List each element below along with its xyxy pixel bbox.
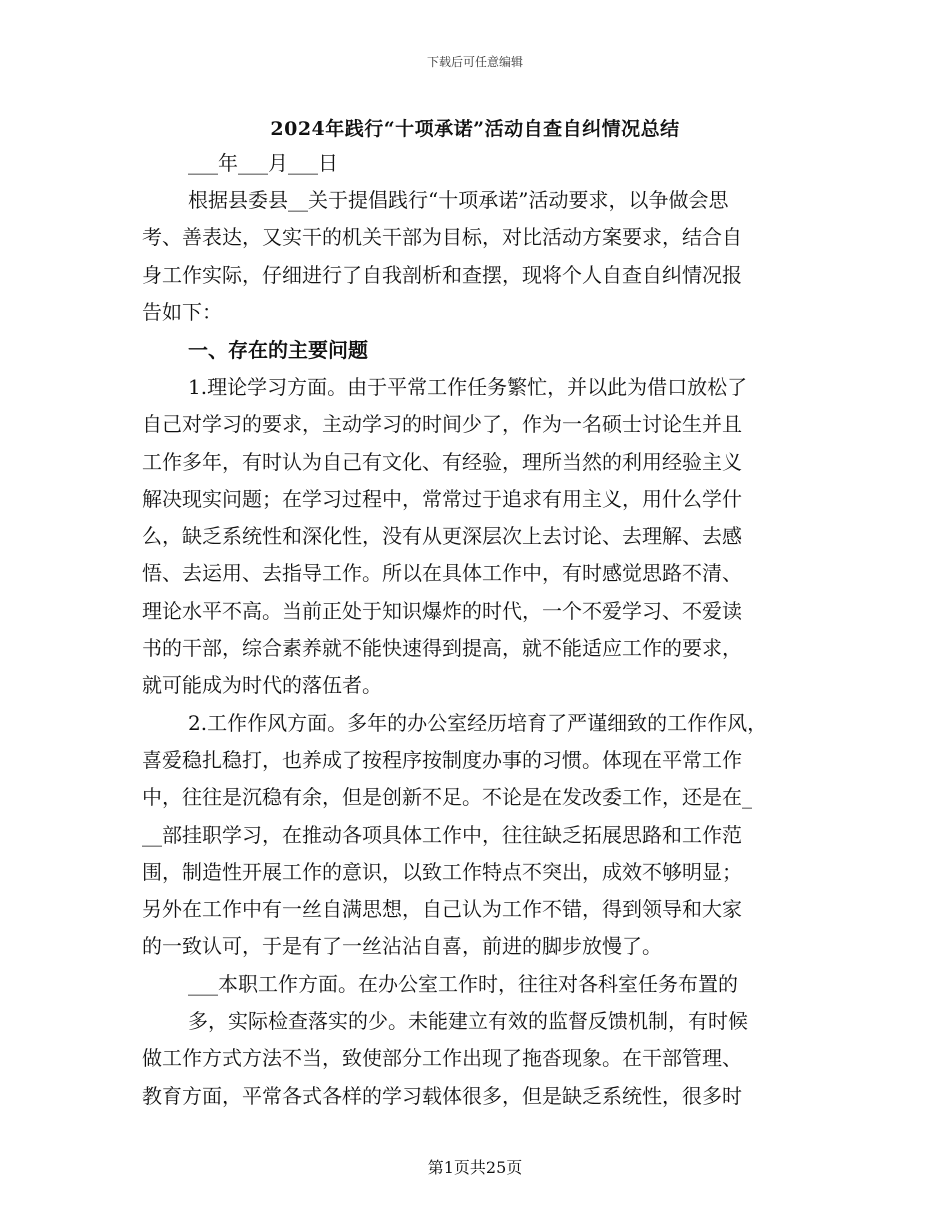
paragraph-line: 考、善表达，又实干的机关干部为目标，对比活动方案要求，结合自	[142, 225, 742, 249]
paragraph-line: 根据县委县__关于提倡践行“十项承诺”活动要求，以争做会思	[188, 188, 729, 212]
paragraph-line: 另外在工作中有一丝自满思想，自己认为工作不错，得到领导和大家	[142, 897, 742, 921]
paragraph-line: 悟、去运用、去指导工作。所以在具体工作中，有时感觉思路不清、	[142, 561, 742, 585]
paragraph-line: ___本职工作方面。在办公室工作时，往往对各科室任务布置的	[188, 972, 738, 996]
paragraph-line: 就可能成为时代的落伍者。	[142, 673, 382, 697]
paragraph-line: 做工作方式方法不当，致使部分工作出现了拖沓现象。在干部管理、	[142, 1046, 742, 1070]
date-line: ___年___月___日	[188, 151, 338, 175]
paragraph-line: 多，实际检查落实的少。未能建立有效的监督反馈机制，有时候	[188, 1009, 748, 1033]
paragraph-line: 自己对学习的要求，主动学习的时间少了，作为一名硕士讨论生并且	[142, 412, 742, 436]
paragraph-line: 告如下：	[142, 300, 222, 324]
paragraph-line: 中，往往是沉稳有余，但是创新不足。不论是在发改委工作，还是在_	[142, 785, 752, 809]
paragraph-line: 工作多年，有时认为自己有文化、有经验，理所当然的利用经验主义	[142, 450, 742, 474]
paragraph-line: 喜爱稳扎稳打，也养成了按程序按制度办事的习惯。体现在平常工作	[142, 748, 742, 772]
document-title: 2024年践行“十项承诺”活动自查自纠情况总结	[270, 118, 680, 140]
paragraph-line: 理论水平不高。当前正处于知识爆炸的时代，一个不爱学习、不爱读	[142, 599, 742, 623]
header-note: 下载后可任意编辑	[426, 55, 523, 69]
paragraph-line: 围，制造性开展工作的意识，以致工作特点不突出，成效不够明显；	[142, 860, 742, 884]
paragraph-line: 教育方面，平常各式各样的学习载体很多，但是缺乏系统性，很多时	[142, 1084, 742, 1108]
page-number: 第1页共25页	[427, 1158, 523, 1177]
paragraph-line: 书的干部，综合素养就不能快速得到提高，就不能适应工作的要求，	[142, 636, 742, 660]
paragraph-line: __部挂职学习，在推动各项具体工作中，往往缺乏拓展思路和工作范	[142, 823, 742, 847]
paragraph-line: 1.理论学习方面。由于平常工作任务繁忙，并以此为借口放松了	[188, 375, 748, 399]
paragraph-line: 2.工作作风方面。多年的办公室经历培育了严谨细致的工作作风，	[188, 711, 768, 735]
paragraph-line: 么，缺乏系统性和深化性，没有从更深层次上去讨论、去理解、去感	[142, 524, 742, 548]
paragraph-line: 的一致认可，于是有了一丝沾沾自喜，前进的脚步放慢了。	[142, 934, 662, 958]
paragraph-line: 解决现实问题；在学习过程中，常常过于追求有用主义，用什么学什	[142, 487, 742, 511]
section-heading: 一、存在的主要问题	[188, 338, 368, 362]
paragraph-line: 身工作实际，仔细进行了自我剖析和查摆，现将个人自查自纠情况报	[142, 263, 742, 287]
